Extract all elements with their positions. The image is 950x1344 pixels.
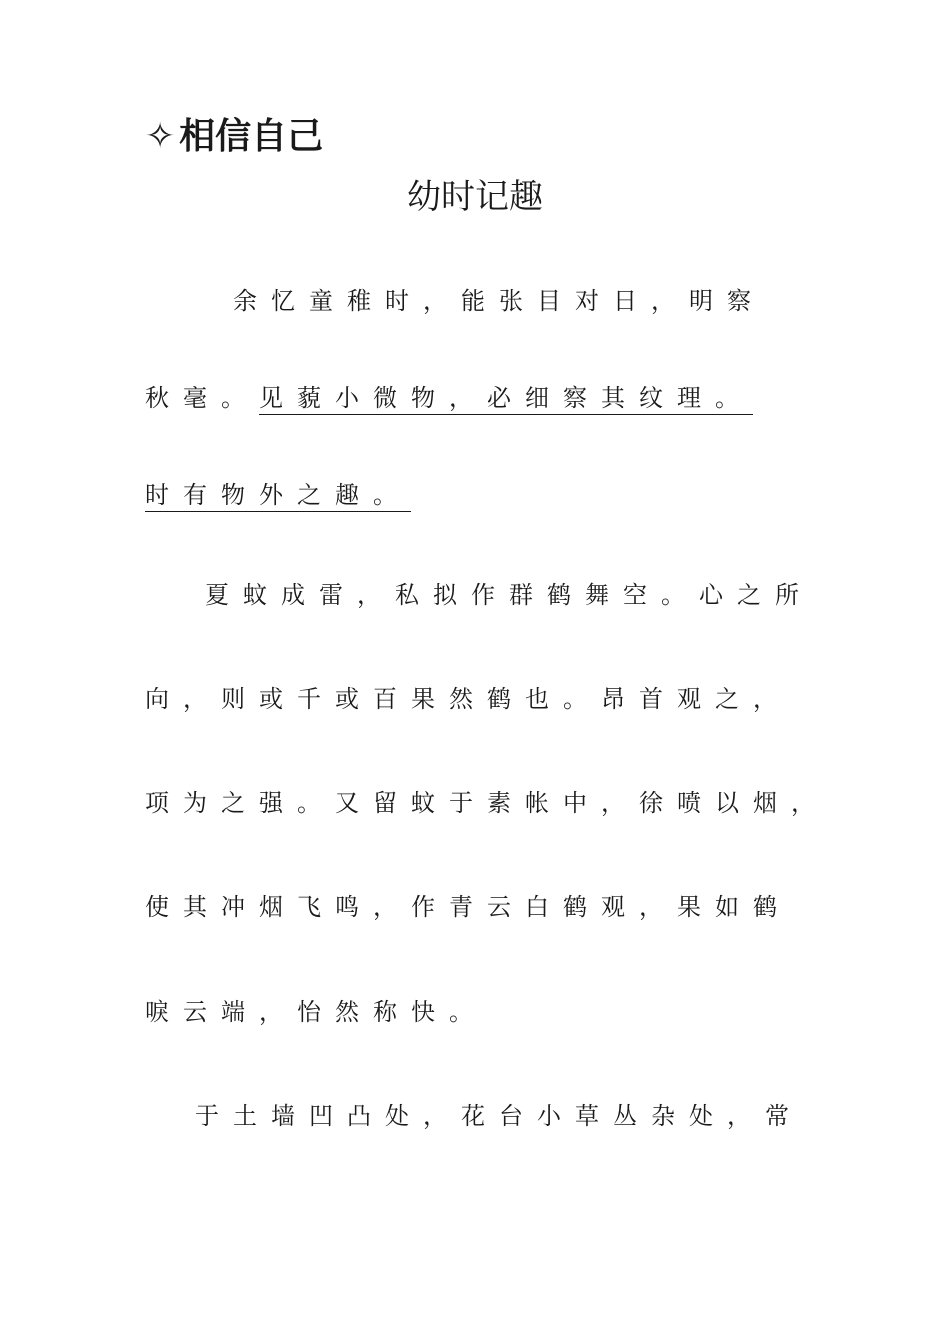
text-line-5: 向，则或千或百果然鹤也。昂首观之， xyxy=(145,685,791,713)
underlined-text: 见藐小微物，必细察其纹理。 xyxy=(259,384,753,412)
text-line-7: 使其冲烟飞鸣，作青云白鹤观，果如鹤 xyxy=(145,893,791,921)
section-heading-text: 相信自己 xyxy=(179,116,324,157)
text-line-2 xyxy=(145,382,753,414)
text-line-1: 余忆童稚时，能张目对日，明察 xyxy=(233,287,765,315)
document-title: 幼时记趣 xyxy=(407,177,543,217)
section-heading xyxy=(145,114,323,160)
text-line-4: 夏蚊成雷，私拟作群鹤舞空。心之所 xyxy=(205,581,813,609)
text-line-2-plain: 秋毫。 xyxy=(145,384,259,412)
text-line-6: 项为之强。又留蚊于素帐中，徐喷以烟， xyxy=(145,789,829,817)
text-line-3 xyxy=(145,479,411,511)
four-point-star-icon: ✧ xyxy=(145,116,176,157)
underlined-text: 时有物外之趣。 xyxy=(145,481,411,509)
text-line-9: 于土墙凹凸处，花台小草丛杂处，常 xyxy=(195,1102,803,1130)
text-line-8: 唳云端，怡然称快。 xyxy=(145,998,487,1026)
